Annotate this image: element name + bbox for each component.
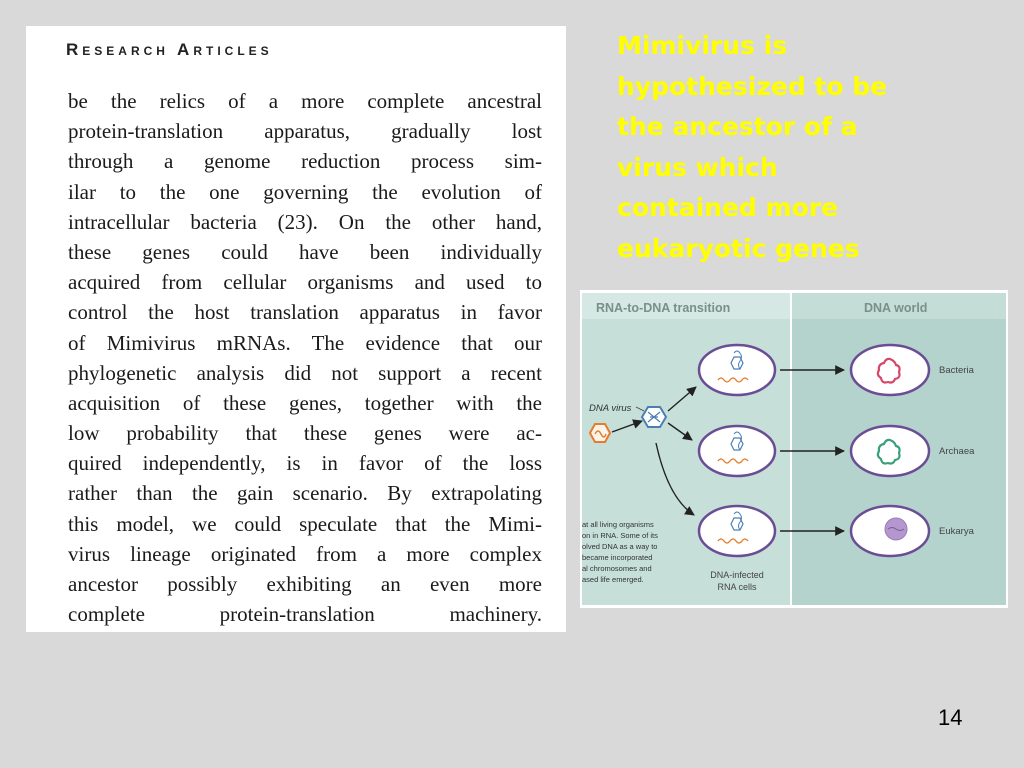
body-line: ilar to the one governing the evolution of xyxy=(68,179,542,204)
bacteria-cell xyxy=(851,345,929,395)
rna-virus-icon xyxy=(590,424,610,442)
rna-to-dna-diagram xyxy=(582,293,1006,605)
side-note-line: al chromosomes and xyxy=(582,564,652,573)
body-line: complete protein-translation machinery. xyxy=(68,602,542,627)
body-line: ancestor possibly exhibiting an even more xyxy=(68,572,542,596)
infected-cell-3 xyxy=(699,506,775,556)
domain-label-bacteria: Bacteria xyxy=(939,365,974,376)
body-line: acquisition of these genes, together with the xyxy=(68,390,542,415)
section-header: Research Articles xyxy=(66,40,273,59)
body-line: these genes could have been individually xyxy=(68,239,542,264)
callout-line: virus which xyxy=(617,152,778,182)
side-note-line: olved DNA as a way to xyxy=(582,542,658,551)
article-excerpt xyxy=(26,26,566,632)
infected-cell-1 xyxy=(699,345,775,395)
infected-cells-label: RNA cells xyxy=(717,582,757,592)
body-line: acquired from cellular organisms and used to xyxy=(68,270,542,295)
body-line: through a genome reduction process sim- xyxy=(68,149,542,174)
callout-text xyxy=(617,26,947,269)
body-line: control the host translation apparatus in favor xyxy=(68,300,542,325)
dna-virus-label: DNA virus xyxy=(589,403,632,414)
infected-cells-label: DNA-infected xyxy=(710,570,764,580)
callout-line: contained more xyxy=(617,193,839,222)
side-note-line: ased life emerged. xyxy=(582,575,644,584)
domain-label-archaea: Archaea xyxy=(939,446,975,457)
body-line: protein-translation apparatus, gradually lost xyxy=(68,119,542,144)
callout-line: Mimivirus is xyxy=(617,31,788,60)
callout-line: the ancestor of a xyxy=(617,112,858,141)
body-line: phylogenetic analysis did not support a recent xyxy=(68,360,542,385)
side-note-line: became incorporated xyxy=(582,553,653,562)
body-line: be the relics of a more complete ancestral xyxy=(68,89,542,113)
article-body-text xyxy=(68,86,542,629)
infected-cell-2 xyxy=(699,426,775,476)
right-panel-title: DNA world xyxy=(864,301,928,315)
body-line: quired independently, is in favor of the loss xyxy=(68,451,542,476)
eukarya-cell xyxy=(851,506,929,556)
left-panel-title: RNA-to-DNA transition xyxy=(596,301,731,315)
dna-virus-icon xyxy=(642,407,666,427)
body-line: virus lineage originated from a more complex xyxy=(68,541,542,566)
body-line: low probability that these genes were ac- xyxy=(68,421,542,446)
slide-number: 14 xyxy=(938,705,963,730)
body-line: intracellular bacteria (23). On the other hand, xyxy=(68,209,542,234)
body-line: this model, we could speculate that the Mimi- xyxy=(68,511,542,536)
archaea-cell xyxy=(851,426,929,476)
callout-line: eukaryotic genes xyxy=(617,233,860,263)
side-note-line: on in RNA. Some of its xyxy=(582,531,658,540)
side-note-line: at all living organisms xyxy=(582,520,654,529)
figure-frame xyxy=(580,290,1008,608)
callout-line: hypothesized to be xyxy=(617,71,888,101)
domain-label-eukarya: Eukarya xyxy=(939,526,974,537)
body-line: rather than the gain scenario. By extrapolating xyxy=(68,481,542,506)
body-line: of Mimivirus mRNAs. The evidence that our xyxy=(68,330,542,355)
